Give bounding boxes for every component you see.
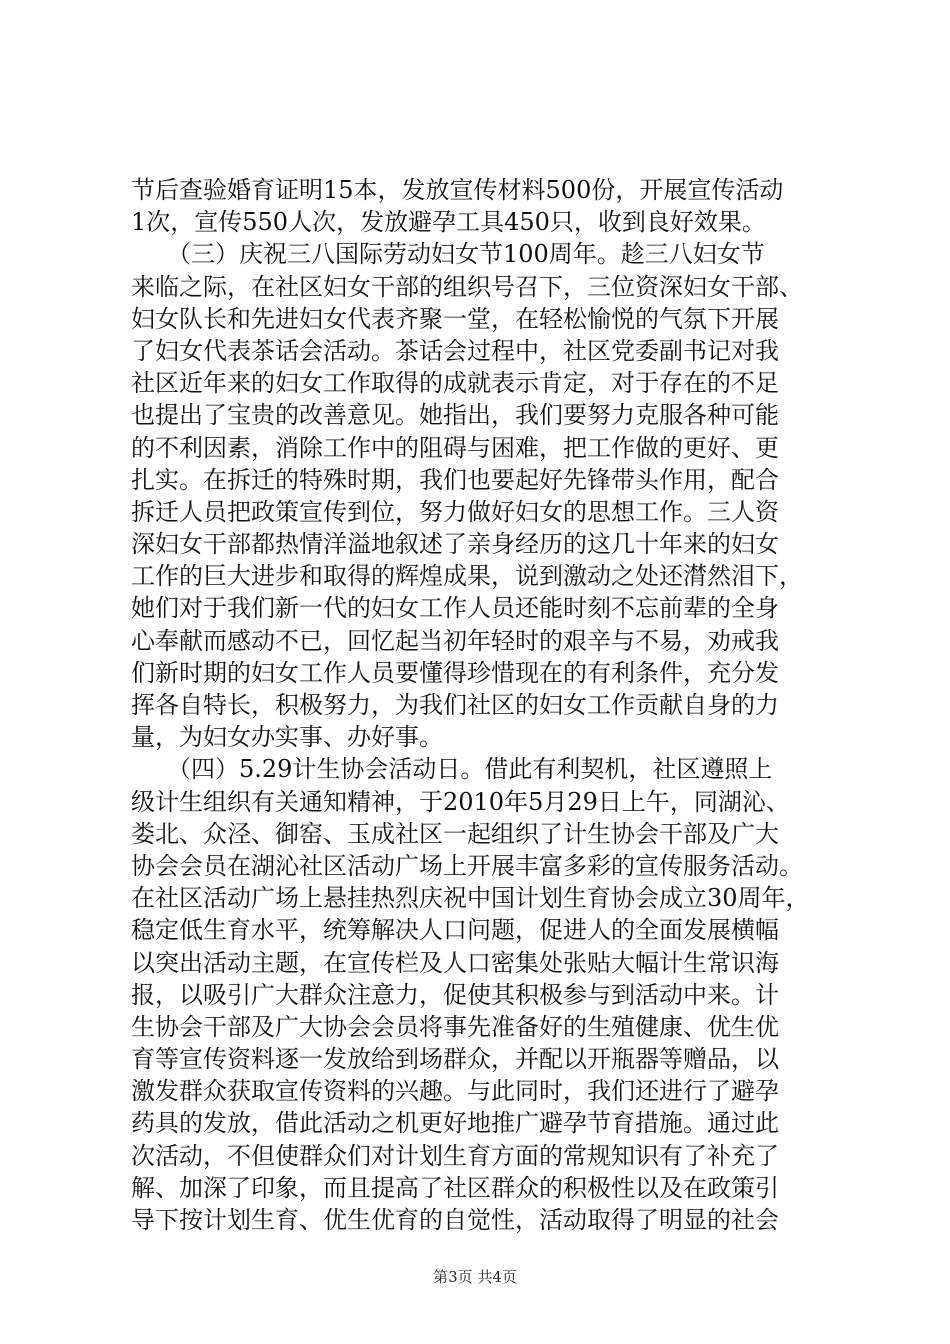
body-text xyxy=(131,174,831,1236)
text-line: 心奉献而感动不已，回忆起当初年轻时的艰辛与不易，劝戒我 xyxy=(131,626,779,655)
text-line: 也提出了宝贵的改善意见。她指出，我们要努力克服各种可能 xyxy=(131,401,779,430)
text-line: 1次，宣传550人次，发放避孕工具450只，收到良好效果。 xyxy=(131,208,766,237)
text-line: （四）5.29计生协会活动日。借此有利契机，社区遵照上 xyxy=(131,755,773,784)
text-line: 挥各自特长，积极努力，为我们社区的妇女工作贡献自身的力 xyxy=(131,691,779,719)
text-line: 育等宣传资料逐一发放给到场群众，并配以开瓶器等赠品，以 xyxy=(131,1045,779,1074)
text-line: 药具的发放，借此活动之机更好地推广避孕节育措施。通过此 xyxy=(131,1109,779,1138)
text-line: 她们对于我们新一代的妇女工作人员还能时刻不忘前辈的全身 xyxy=(131,594,779,623)
text-line: 解、加深了印象，而且提高了社区群众的积极性以及在政策引 xyxy=(131,1173,779,1202)
text-line: 稳定低生育水平，统筹解决人口问题，促进人的全面发展横幅 xyxy=(131,916,779,945)
text-line: 们新时期的妇女工作人员要懂得珍惜现在的有利条件，充分发 xyxy=(131,658,779,687)
text-line: 娄北、众泾、御窑、玉成社区一起组织了计生协会干部及广大 xyxy=(131,819,779,848)
text-line: 生协会干部及广大协会会员将事先准备好的生殖健康、优生优 xyxy=(131,1012,779,1041)
text-line: 以突出活动主题，在宣传栏及人口密集处张贴大幅计生常识海 xyxy=(131,948,779,977)
text-line: （三）庆祝三八国际劳动妇女节100周年。趁三八妇女节 xyxy=(131,240,765,269)
text-line: 妇女队长和先进妇女代表齐聚一堂，在轻松愉悦的气氛下开展 xyxy=(131,304,779,333)
text-line: 节后查验婚育证明15本，发放宣传材料500份，开展宣传活动 xyxy=(131,176,784,204)
text-line: 级计生组织有关通知精神，于2010年5月29日上午，同湖沁、 xyxy=(131,787,790,816)
page-footer: 第3页 共4页 xyxy=(433,1268,517,1286)
text-line: 来临之际，在社区妇女干部的组织号召下，三位资深妇女干部、 xyxy=(131,272,803,301)
text-line: 激发群众获取宣传资料的兴趣。与此同时，我们还进行了避孕 xyxy=(131,1077,779,1106)
text-line: 在社区活动广场上悬挂热烈庆祝中国计划生育协会成立30周年， xyxy=(131,884,810,913)
text-line: 的不利因素，消除工作中的阻碍与困难，把工作做的更好、更 xyxy=(131,433,779,462)
text-line: 深妇女干部都热情洋溢地叙述了亲身经历的这几十年来的妇女 xyxy=(131,530,779,559)
text-line: 量，为妇女办实事、办好事。 xyxy=(131,723,443,752)
text-line: 次活动，不但使群众们对计划生育方面的常规知识有了补充了 xyxy=(131,1141,779,1170)
text-line: 导下按计划生育、优生优育的自觉性，活动取得了明显的社会 xyxy=(131,1206,779,1234)
text-line: 工作的巨大进步和取得的辉煌成果，说到激动之处还潸然泪下， xyxy=(131,562,803,591)
text-line: 社区近年来的妇女工作取得的成就表示肯定，对于存在的不足 xyxy=(131,369,779,398)
text-line: 了妇女代表茶话会活动。茶话会过程中，社区党委副书记对我 xyxy=(131,336,779,365)
text-line: 协会会员在湖沁社区活动广场上开展丰富多彩的宣传服务活动。 xyxy=(131,851,803,880)
text-line: 拆迁人员把政策宣传到位，努力做好妇女的思想工作。三人资 xyxy=(131,497,779,526)
text-line: 报，以吸引广大群众注意力，促使其积极参与到活动中来。计 xyxy=(131,980,779,1009)
text-line: 扎实。在拆迁的特殊时期，我们也要起好先锋带头作用，配合 xyxy=(131,465,779,494)
